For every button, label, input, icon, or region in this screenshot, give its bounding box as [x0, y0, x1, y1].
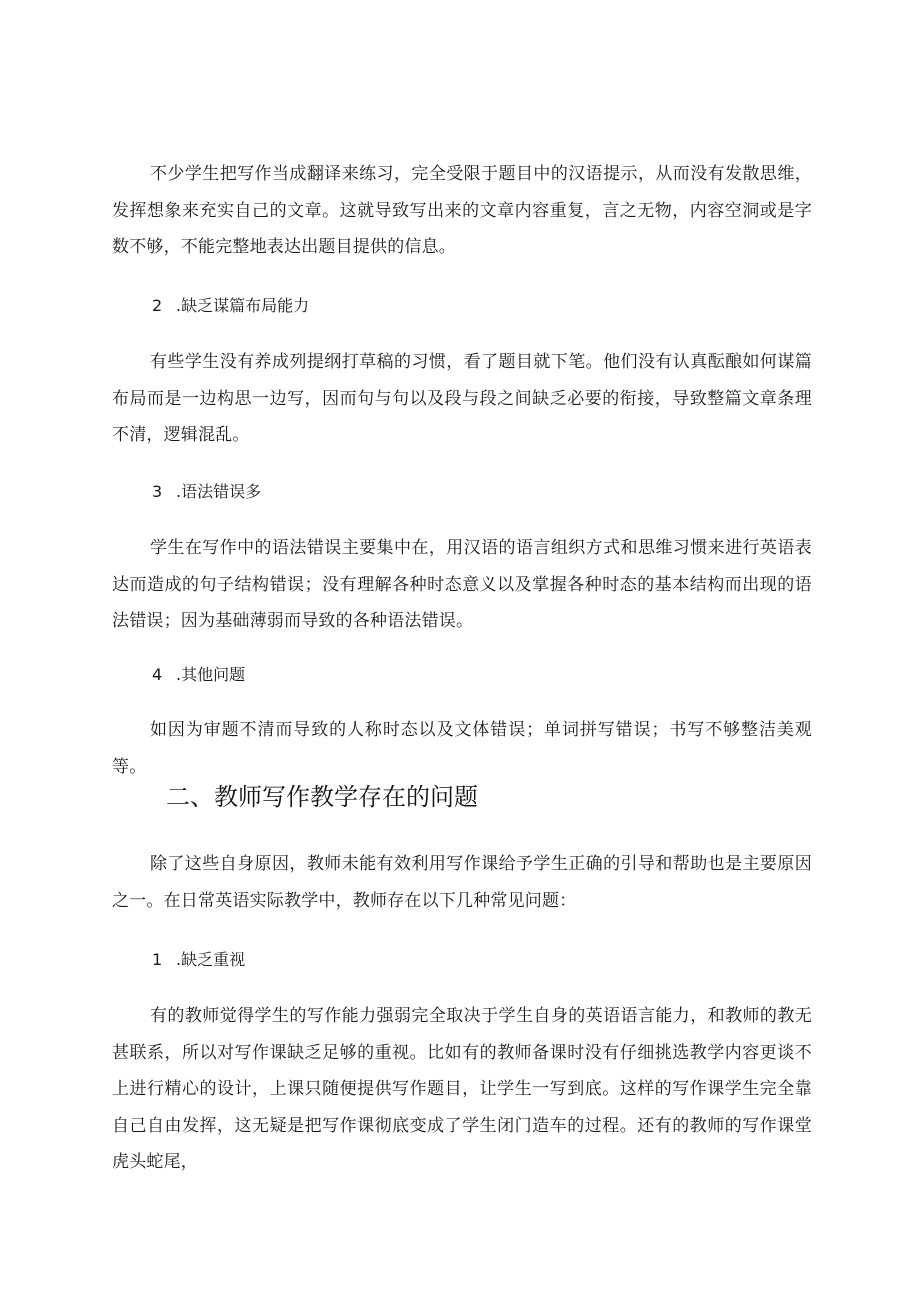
paragraph-translation-habit: 不少学生把写作当成翻译来练习，完全受限于题目中的汉语提示，从而没有发散思维，发挥想象来充实自己的文章。这就导致写出来的文章内容重复，言之无物，内容空洞或是字数不够，不能完整地表达出题目提供的信息。: [112, 164, 812, 257]
paragraph-grammar: 学生在写作中的语法错误主要集中在，用汉语的语言组织方式和思维习惯来进行英语表达而造成的句子结构错误；没有理解各种时态意义以及掌握各种时态的基本结构而出现的语法错误；因为基础薄弱而导致的各种语法错误。: [112, 538, 812, 631]
list-item-4: [152, 663, 245, 687]
paragraph-structure: 有些学生没有养成列提纲打草稿的习惯，看了题目就下笔。他们没有认真酝酿如何谋篇布局而是一边构思一边写，因而句与句以及段与段之间缺乏必要的衔接，导致整篇文章条理不清，逻辑混乱。: [112, 352, 812, 445]
paragraph-teacher-intro: 除了这些自身原因，教师未能有效利用写作课给予学生正确的引导和帮助也是主要原因之一。在日常英语实际教学中，教师存在以下几种常见问题：: [112, 854, 812, 911]
list-item-text: .缺乏谋篇布局能力: [176, 296, 310, 315]
list-item-text: .语法错误多: [176, 482, 262, 501]
list-number: 1: [152, 950, 163, 969]
list-number: 3: [152, 482, 163, 501]
paragraph-other-problems: 如因为审题不清而导致的人称时态以及文体错误；单词拼写错误；书写不够整洁美观等。: [112, 720, 812, 777]
list-item-2: [152, 294, 309, 318]
list-item-1: [152, 948, 245, 972]
list-item-3: [152, 480, 261, 504]
list-number: 4: [152, 665, 163, 684]
section-heading: 二、教师写作教学存在的问题: [166, 783, 478, 811]
paragraph-lack-of-attention: 有的教师觉得学生的写作能力强弱完全取决于学生自身的英语语言能力，和教师的教无甚联系，所以对写作课缺乏足够的重视。比如有的教师备课时没有仔细挑选教学内容更谈不上进行精心的设计，上课只随便提供写作题目，让学生一写到底。这样的写作课学生完全靠自己自由发挥，这无疑是把写作课彻底变成了学生闭门造车的过程。还有的教师的写作课堂虎头蛇尾，: [112, 1006, 812, 1172]
list-number: 2: [152, 296, 163, 315]
list-item-text: .其他问题: [176, 665, 246, 684]
list-item-text: .缺乏重视: [176, 950, 246, 969]
